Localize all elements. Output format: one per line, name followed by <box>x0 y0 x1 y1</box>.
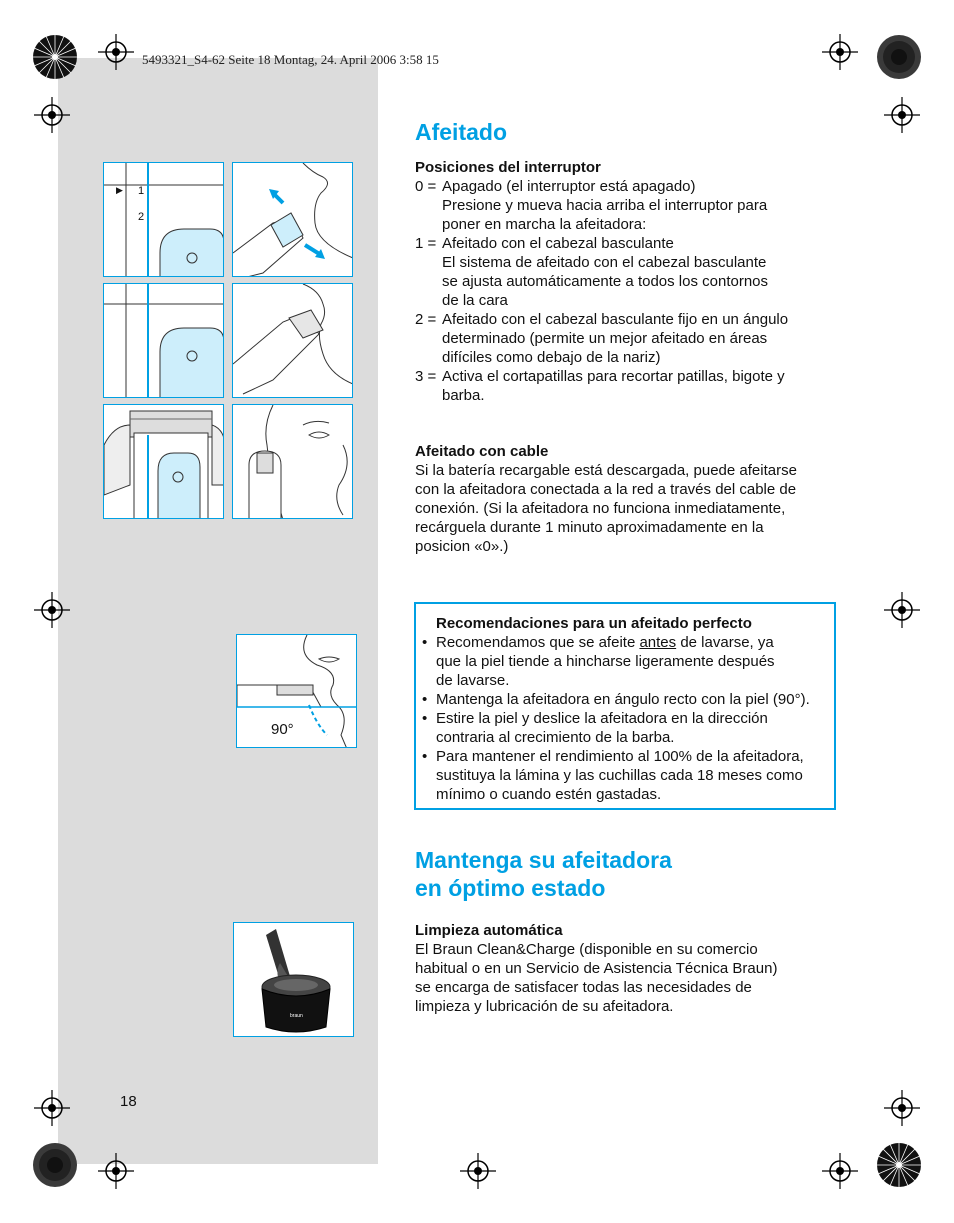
paragraph-line: El Braun Clean&Charge (disponible en su comercio <box>415 941 758 958</box>
item-continuation: determinado (permite un mejor afeitado en áreas <box>442 330 768 347</box>
figure-trimmer-sideburn <box>232 404 353 519</box>
brand-label: braun <box>290 1013 303 1019</box>
switch-positions-block <box>415 158 845 405</box>
switch-number-1: 1 <box>138 185 145 197</box>
item-number: 2 = <box>415 311 437 328</box>
bullet-text: Para mantener el rendimiento al 100% de la afeitadora, <box>436 748 804 765</box>
bullet-text: Mantenga la afeitadora en ángulo recto con la piel (90°). <box>436 691 810 708</box>
registration-mark-left-lower <box>34 1090 70 1126</box>
registration-mark-bottom-center <box>460 1153 496 1189</box>
auto-cleaning-block <box>415 921 845 1016</box>
tips-box <box>414 602 836 810</box>
cable-shaving-heading: Afeitado con cable <box>415 443 549 460</box>
bullet-text <box>436 633 836 652</box>
figure-shaving-under-nose <box>232 283 353 398</box>
item-continuation: barba. <box>442 387 485 404</box>
item-text: Activa el cortapatillas para recortar patillas, bigote y <box>442 368 785 385</box>
cable-shaving-block <box>415 442 845 556</box>
page-number: 18 <box>120 1093 137 1110</box>
figure-clean-charge-station <box>233 922 354 1037</box>
registration-mark-bottom-left <box>98 1153 134 1189</box>
paragraph-line: se encarga de satisfacer todas las necesidades de <box>415 979 752 996</box>
registration-mark-right-upper <box>884 97 920 133</box>
registration-mark-bottom-right <box>822 1153 858 1189</box>
figure-90-degree-angle <box>236 634 357 748</box>
paragraph-line: recárguela durante 1 minuto aproximadamente en la <box>415 519 764 536</box>
section-title-mantenga <box>415 846 672 902</box>
item-continuation: difíciles como debajo de la nariz) <box>442 349 661 366</box>
item-text: Apagado (el interruptor está apagado) <box>442 178 696 195</box>
bullet-text: sustituya la lámina y las cuchillas cada 18 meses como <box>436 767 803 784</box>
item-continuation: El sistema de afeitado con el cabezal basculante <box>442 254 767 271</box>
bullet-text-part: Recomendamos que se afeite <box>436 634 640 651</box>
registration-mark-top-left <box>98 34 134 70</box>
registration-mark-right-lower <box>884 1090 920 1126</box>
bullet-text: de lavarse. <box>436 672 510 689</box>
list-item <box>422 747 836 766</box>
bullet-mark: • <box>422 710 428 727</box>
switch-positions-heading: Posiciones del interruptor <box>415 159 601 176</box>
figure-hand-switch-on <box>232 162 353 277</box>
registration-mark-right-middle <box>884 592 920 628</box>
bullet-text: contraria al crecimiento de la barba. <box>436 729 675 746</box>
list-item <box>422 690 836 709</box>
bullet-continuation <box>422 785 836 804</box>
list-item <box>422 709 836 728</box>
item-continuation: poner en marcha la afeitadora: <box>442 216 647 233</box>
list-item <box>415 177 845 196</box>
bullet-continuation <box>422 652 836 671</box>
item-text: Afeitado con el cabezal basculante fijo en un ángulo <box>442 311 789 328</box>
bullet-continuation <box>422 671 836 690</box>
bullet-mark: • <box>422 748 428 765</box>
figure-switch-position-1 <box>103 162 224 277</box>
registration-mark-left-middle <box>34 592 70 628</box>
registration-mark-top-right <box>822 34 858 70</box>
bullet-continuation <box>422 728 836 747</box>
starburst-mark-top-left <box>32 34 78 80</box>
paragraph-line: Si la batería recargable está descargada, puede afeitarse <box>415 462 797 479</box>
tips-title: Recomendaciones para un afeitado perfecto <box>436 615 752 632</box>
section-title-afeitado: Afeitado <box>415 119 507 145</box>
title-line: en óptimo estado <box>415 875 606 901</box>
item-continuation: Presione y mueva hacia arriba el interruptor para <box>442 197 768 214</box>
arrow-indicator: ▶ <box>116 185 123 195</box>
item-text: Afeitado con el cabezal basculante <box>442 235 674 252</box>
paragraph-line: conexión. (Si la afeitadora no funciona inmediatamente, <box>415 500 786 517</box>
title-line: Mantenga su afeitadora <box>415 847 672 873</box>
print-slug: 5493321_S4-62 Seite 18 Montag, 24. April 2006 3:58 15 <box>142 52 439 67</box>
bullet-continuation <box>422 766 836 785</box>
angle-label: 90° <box>271 721 294 738</box>
item-number: 1 = <box>415 235 437 252</box>
list-item <box>415 310 845 329</box>
starburst-mark-bottom-left <box>32 1142 78 1188</box>
list-item <box>415 234 845 253</box>
registration-mark-left-upper <box>34 97 70 133</box>
item-number: 3 = <box>415 368 437 385</box>
figure-switch-position-2 <box>103 283 224 398</box>
auto-cleaning-heading: Limpieza automática <box>415 922 563 939</box>
item-continuation: de la cara <box>442 292 508 309</box>
switch-number-2: 2 <box>138 211 145 223</box>
starburst-mark-top-right <box>876 34 922 80</box>
bullet-text: mínimo o cuando estén gastadas. <box>436 786 662 803</box>
list-item <box>422 633 836 652</box>
bullet-text: que la piel tiende a hincharse ligeramente después <box>436 653 775 670</box>
paragraph-line: con la afeitadora conectada a la red a través del cable de <box>415 481 797 498</box>
bullet-text: Estire la piel y deslice la afeitadora en la dirección <box>436 710 768 727</box>
starburst-mark-bottom-right <box>876 1142 922 1188</box>
paragraph-line: habitual o en un Servicio de Asistencia Técnica Braun) <box>415 960 778 977</box>
paragraph-line: posicion «0».) <box>415 538 509 555</box>
paragraph-line: limpieza y lubricación de su afeitadora. <box>415 998 674 1015</box>
item-number: 0 = <box>415 178 437 195</box>
item-continuation: se ajusta automáticamente a todos los contornos <box>442 273 769 290</box>
underlined-word: antes <box>639 634 677 651</box>
bullet-mark: • <box>422 634 428 651</box>
bullet-mark: • <box>422 691 428 708</box>
list-item <box>415 367 845 386</box>
bullet-text-part: de lavarse, ya <box>676 634 774 651</box>
figure-switch-position-3 <box>103 404 224 519</box>
